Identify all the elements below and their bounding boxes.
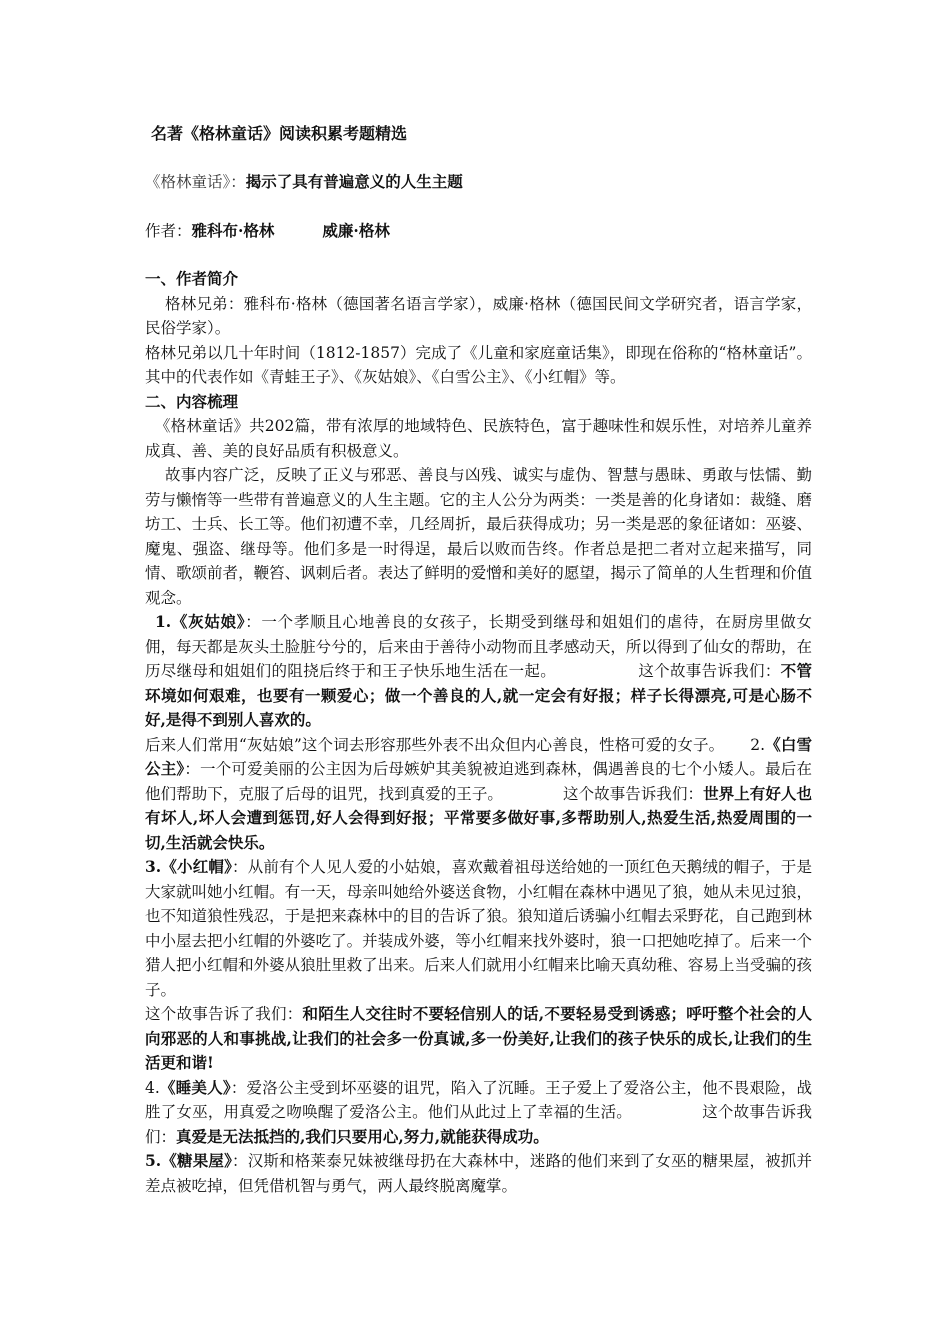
section-heading-content: 二、内容梳理 <box>145 391 239 411</box>
story-snow-white-moral: 世界上有好人也有坏人,坏人会遭到惩罚,好人会得到好报；平常要多做好事,多帮助别人,热爱生活,热爱周围的一切,生活就会快乐。 <box>145 783 812 852</box>
story-sleeping-beauty-title: 《睡美人》 <box>159 1077 231 1097</box>
story-snow-white <box>145 733 812 856</box>
story-candy-house-summary: ：汉斯和格莱泰兄妹被继母扔在大森林中，迷路的他们来到了女巫的糖果屋，被抓并差点被吃掉，但凭借机智与勇气，两人最终脱离魔掌。 <box>145 1152 812 1195</box>
story-sleeping-beauty-tell: 这个故事告诉我们： <box>145 1103 812 1146</box>
cinderella-afterword: 后来人们常用“灰姑娘”这个词去形容那些外表不出众但内心善良，性格可爱的女子。 <box>145 735 725 754</box>
story-red-riding-hood-lesson <box>145 1002 812 1076</box>
content-paragraph-2: 故事内容广泛，反映了正义与邪恶、善良与凶残、诚实与虚伪、智慧与愚昧、勇敢与怯懦、勤劳与懒惰等一些带有普遍意义的人生主题。它的主人公分为两类：一类是善的化身诸如：裁缝、磨坊工、士兵、长工等。他们初遭不幸，几经周折，最后获得成功；另一类是恶的象征诸如：巫婆、魔鬼、强盗、继母等。他们多是一时得逞，最后以败而告终。作者总是把二者对立起来描写，同情、歌颂前者，鞭笞、讽刺后者。表达了鲜明的爱憎和美好的愿望，揭示了简单的人生哲理和价值观念。 <box>145 466 812 607</box>
intro-paragraph-2: 格林兄弟以几十年时间（1812-1857）完成了《儿童和家庭童话集》，即现在俗称的“格林童话”。其中的代表作如《青蛙王子》、《灰姑娘》、《白雪公主》、《小红帽》等。 <box>145 343 812 386</box>
story-snow-white-number: 2. <box>750 735 766 754</box>
story-sleeping-beauty-summary: ：爱洛公主受到坏巫婆的诅咒，陷入了沉睡。王子爱上了爱洛公主，他不畏艰险，战胜了女巫，用真爱之吻唤醒了爱洛公主。他们从此过上了幸福的生活。 <box>145 1078 812 1121</box>
story-cinderella-moral: 不管环境如何艰难，也要有一颗爱心；做一个善良的人,就一定会有好报；样子长得漂亮,可是心肠不好,是得不到别人喜欢的。 <box>145 661 812 729</box>
story-sleeping-beauty <box>145 1076 812 1150</box>
story-sleeping-beauty-moral: 真爱是无法抵挡的,我们只要用心,努力,就能获得成功。 <box>176 1126 549 1146</box>
doc-subtitle <box>145 170 812 195</box>
story-red-riding-hood-moral: 和陌生人交往时不要轻信别人的话,不要轻易受到诱惑；呼吁整个社会的人向邪恶的人和事挑战,让我们的社会多一份真诚,多一份美好,让我们的孩子快乐的成长,让我们的生活更和谐! <box>145 1004 812 1072</box>
story-snow-white-title: 《白雪公主》 <box>145 734 812 778</box>
authors-line <box>145 219 812 244</box>
story-cinderella-tell: 这个故事告诉我们： <box>638 662 781 680</box>
intro-paragraph-1: 格林兄弟：雅科布·格林（德国著名语言学家），威廉·格林（德国民间文学研究者，语言学家，民俗学家）。 <box>145 294 812 337</box>
story-red-riding-hood-summary: ：从前有个人见人爱的小姑娘，喜欢戴着祖母送给她的一顶红色天鹅绒的帽子，于是大家就叫她小红帽。有一天，母亲叫她给外婆送食物，小红帽在森林中遇见了狼，她从未见过狼，也不知道狼性残忍，于是把来森林中的目的告诉了狼。狼知道后诱骗小红帽去采野花，自己跑到林中小屋去把小红帽的外婆吃了。并装成外婆，等小红帽来找外婆时，狼一口把她吃掉了。后来一个猎人把小红帽和外婆从狼肚里救了出来。后来人们就用小红帽来比喻天真幼稚、容易上当受骗的孩子。 <box>145 858 812 999</box>
subtitle-book: 《格林童话》： <box>145 173 246 191</box>
story-snow-white-tell: 这个故事告诉我们： <box>562 784 704 803</box>
story-cinderella-summary: ：一个孝顺且心地善良的女孩子，长期受到继母和姐姐们的虐待，在厨房里做女佣，每天都是灰头土脸脏兮兮的，后来由于善待小动物而且孝感动天，所以得到了仙女的帮助，在历尽继母和姐姐们的阻挠后终于和王子快乐地生活在一起。 <box>145 613 812 680</box>
author-wilhelm: 威廉·格林 <box>322 220 390 240</box>
content-paragraph-1: 《格林童话》共202篇，带有浓厚的地域特色、民族特色，富于趣味性和娱乐性，对培养儿童养成真、善、美的良好品质有积极意义。 <box>145 417 812 460</box>
doc-title: 名著《格林童话》阅读积累考题精选 <box>151 124 408 143</box>
author-jacob: 雅科布·格林 <box>191 220 275 240</box>
author-label: 作者： <box>145 221 192 240</box>
story-candy-house-title: 5.《糖果屋》 <box>145 1151 233 1170</box>
section-heading-intro: 一、作者简介 <box>145 269 239 288</box>
story-cinderella-title: 1.《灰姑娘》 <box>155 612 246 631</box>
story-candy-house <box>145 1149 812 1198</box>
story-red-riding-hood-tell: 这个故事告诉了我们： <box>145 1005 303 1023</box>
story-sleeping-beauty-number: 4. <box>145 1078 160 1097</box>
story-red-riding-hood <box>145 855 812 1002</box>
story-red-riding-hood-title: 3.《小红帽》 <box>145 857 233 876</box>
story-snow-white-summary: ：一个可爱美丽的公主因为后母嫉妒其美貌被迫逃到森林，偶遇善良的七个小矮人。最后在他们帮助下，克服了后母的诅咒，找到真爱的王子。 <box>145 760 812 803</box>
story-cinderella <box>145 610 812 733</box>
subtitle-theme: 揭示了具有普遍意义的人生主题 <box>245 172 463 191</box>
